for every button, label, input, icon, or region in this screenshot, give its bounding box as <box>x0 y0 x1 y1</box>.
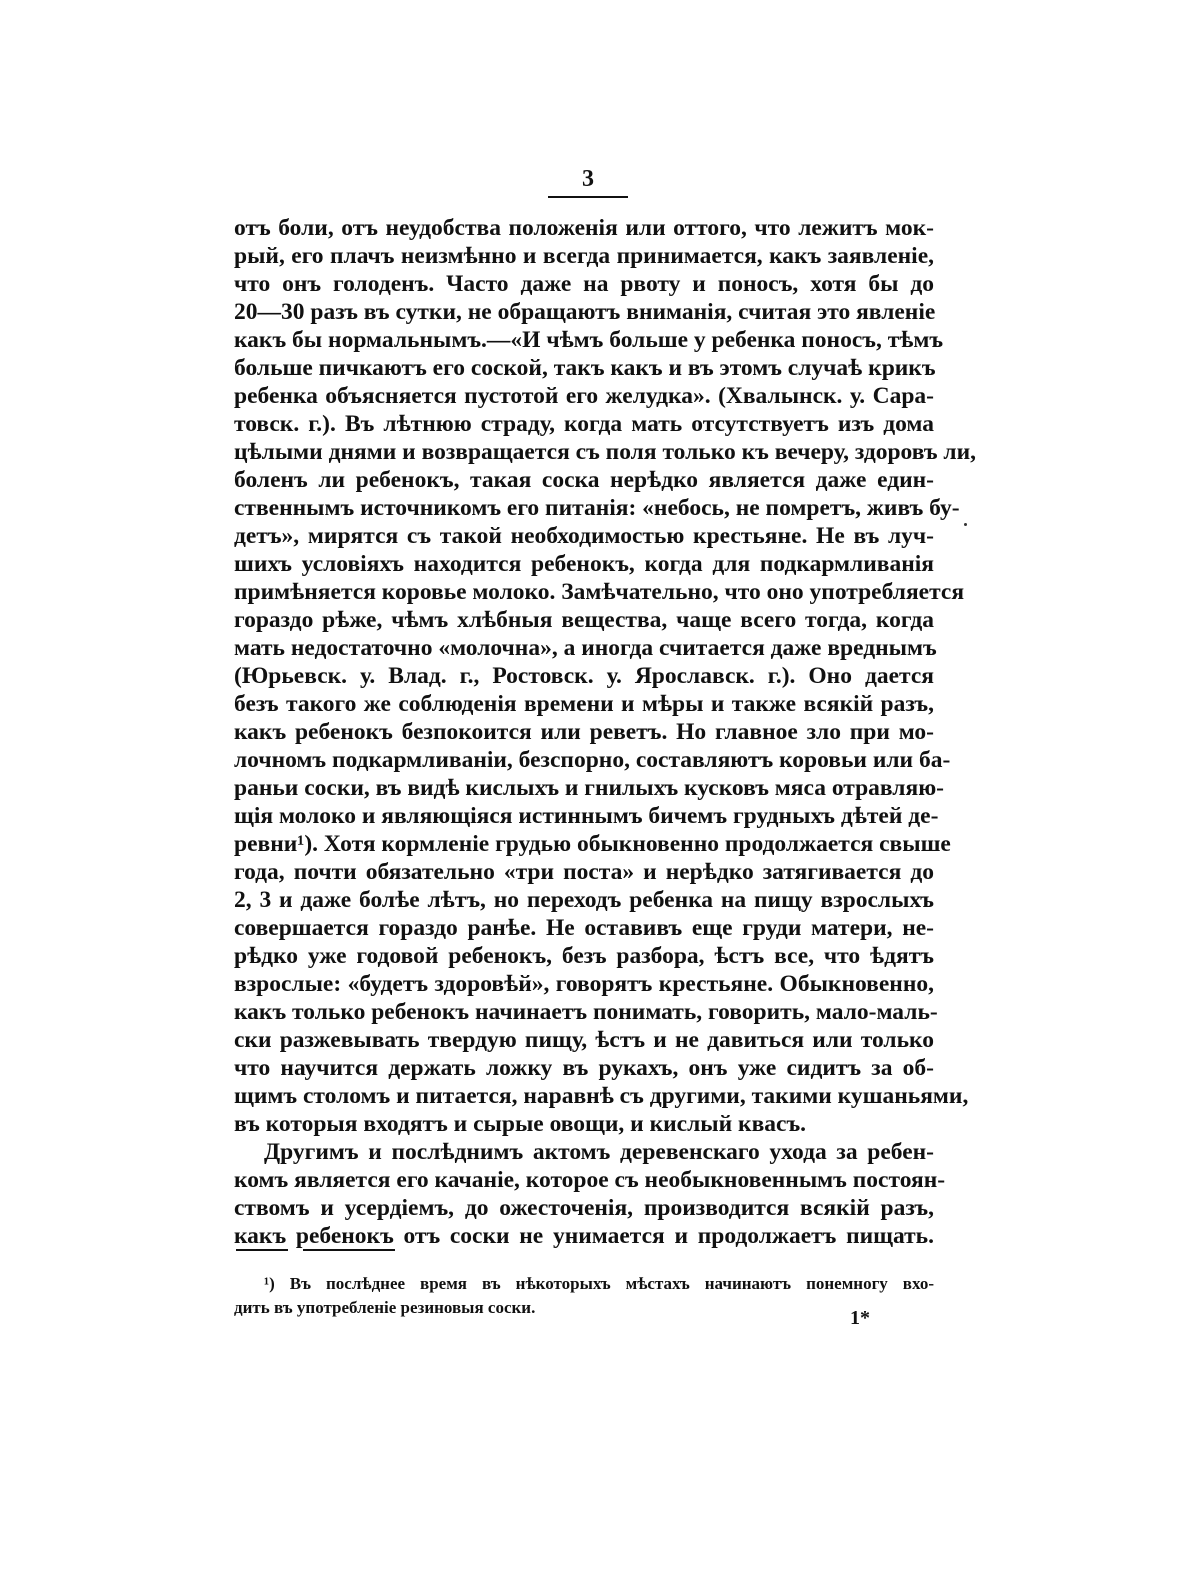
text-line: какъ бы нормальнымъ.—«И чѣмъ больше у ребенка поносъ, тѣмъ <box>234 327 944 353</box>
text-line: больше пичкаютъ его соской, такъ какъ и въ этомъ случаѣ крикъ <box>234 355 936 381</box>
text-line: щимъ столомъ и питается, наравнѣ съ другими, такими кушаньями, <box>234 1083 969 1109</box>
text-line: ски разжевывать твердую пищу, ѣстъ и не давиться или только <box>234 1027 934 1053</box>
text-line: ствомъ и усердіемъ, до ожесточенія, производится всякій разъ, <box>234 1195 934 1221</box>
text-line: примѣняется коровье молоко. Замѣчательно, что оно употребляется <box>234 579 965 605</box>
text-line: боленъ ли ребенокъ, такая соска нерѣдко является даже един- <box>234 467 934 493</box>
text-line: что научится держать ложку въ рукахъ, онъ уже сидитъ за об- <box>234 1055 934 1081</box>
footnote <box>234 1272 934 1320</box>
text-line: (Юрьевск. у. Влад. г., Ростовск. у. Ярославск. г.). Оно дается <box>234 663 934 689</box>
page-number-rule <box>548 196 628 198</box>
text-line: комъ является его качаніе, которое съ необыкновеннымъ постоян- <box>234 1167 946 1193</box>
text-line: мать недостаточно «молочна», а иногда считается даже вреднымъ <box>234 635 937 661</box>
text-line: раньи соски, въ видѣ кислыхъ и гнилыхъ кусковъ мяса отравляю- <box>234 775 944 801</box>
text-line: цѣлыми днями и возвращается съ поля только къ вечеру, здоровъ ли, <box>234 439 976 465</box>
text-line: что онъ голоденъ. Часто даже на рвоту и поносъ, хотя бы до <box>234 271 934 297</box>
text-line: рѣдко уже годовой ребенокъ, безъ разбора, ѣстъ все, что ѣдятъ <box>234 943 934 969</box>
text-line: шихъ условіяхъ находится ребенокъ, когда для подкармливанія <box>234 551 934 577</box>
text-line-last: въ которыя входятъ и сырые овощи, и кислый квасъ. <box>234 1111 807 1137</box>
body-text <box>234 214 976 1250</box>
text-line: безъ такого же соблюденія времени и мѣры и также всякій разъ, <box>234 691 934 717</box>
text-line: какъ только ребенокъ начинаетъ понимать, говорить, мало-маль- <box>234 999 938 1025</box>
paragraph-2 <box>234 1138 946 1250</box>
text-line: детъ», мирятся съ такой необходимостью крестьяне. Не въ луч- <box>234 523 934 549</box>
text-line: 2, 3 и даже болѣе лѣтъ, но переходъ ребенка на пищу взрослыхъ <box>234 887 934 913</box>
printer-signature-mark: 1* <box>850 1307 870 1329</box>
text-line: 20—30 разъ въ сутки, не обращаютъ вниманія, считая это явленіе <box>234 299 936 325</box>
text-line: Другимъ и послѣднимъ актомъ деревенскаго ухода за ребен- <box>264 1139 934 1165</box>
text-line: лочномъ подкармливаніи, безспорно, составляютъ коровьи или ба- <box>234 747 951 773</box>
page-number: 3 <box>582 166 594 192</box>
text-line: какъ ребенокъ безпокоится или реветъ. Но главное зло при мо- <box>234 719 934 745</box>
paragraph-1 <box>234 214 976 1138</box>
text-line: совершается гораздо ранѣе. Не оставивъ еще груди матери, не- <box>234 915 934 941</box>
text-line: товск. г.). Въ лѣтнюю страду, когда мать отсутствуетъ изъ дома <box>234 411 934 437</box>
text-line: ребенка объясняется пустотой его желудка». (Хвалынск. у. Сара- <box>234 383 934 409</box>
text-line: гораздо рѣже, чѣмъ хлѣбныя вещества, чаще всего тогда, когда <box>234 607 934 633</box>
text-line: взрослые: «будетъ здоровѣй», говорятъ крестьяне. Обыкновенно, <box>234 971 934 997</box>
text-line: ревни¹). Хотя кормленіе грудью обыкновенно продолжается свыше <box>234 831 951 857</box>
text-line: года, почти обязательно «три поста» и нерѣдко затягивается до <box>234 859 934 885</box>
footnote-rule-short <box>236 1249 288 1251</box>
footnote-rule-long <box>303 1249 395 1251</box>
text-line: ственнымъ источникомъ его питанія: «небось, не помретъ, живъ бу- <box>234 495 960 521</box>
text-line: какъ ребенокъ отъ соски не унимается и продолжаетъ пищать. <box>234 1223 934 1249</box>
footnote-line: ¹) Въ послѣднее время въ нѣкоторыхъ мѣстахъ начинаютъ понемногу вхо- <box>264 1274 934 1293</box>
text-line: рый, его плачъ неизмѣнно и всегда принимается, какъ заявленіе, <box>234 243 934 269</box>
text-line: щія молоко и являющіяся истиннымъ бичемъ грудныхъ дѣтей де- <box>234 803 939 829</box>
footnote-line: дить въ употребленіе резиновыя соски. <box>234 1298 536 1317</box>
text-line: отъ боли, отъ неудобства положенія или оттого, что лежитъ мок- <box>234 215 934 241</box>
scan-speck <box>964 523 967 526</box>
